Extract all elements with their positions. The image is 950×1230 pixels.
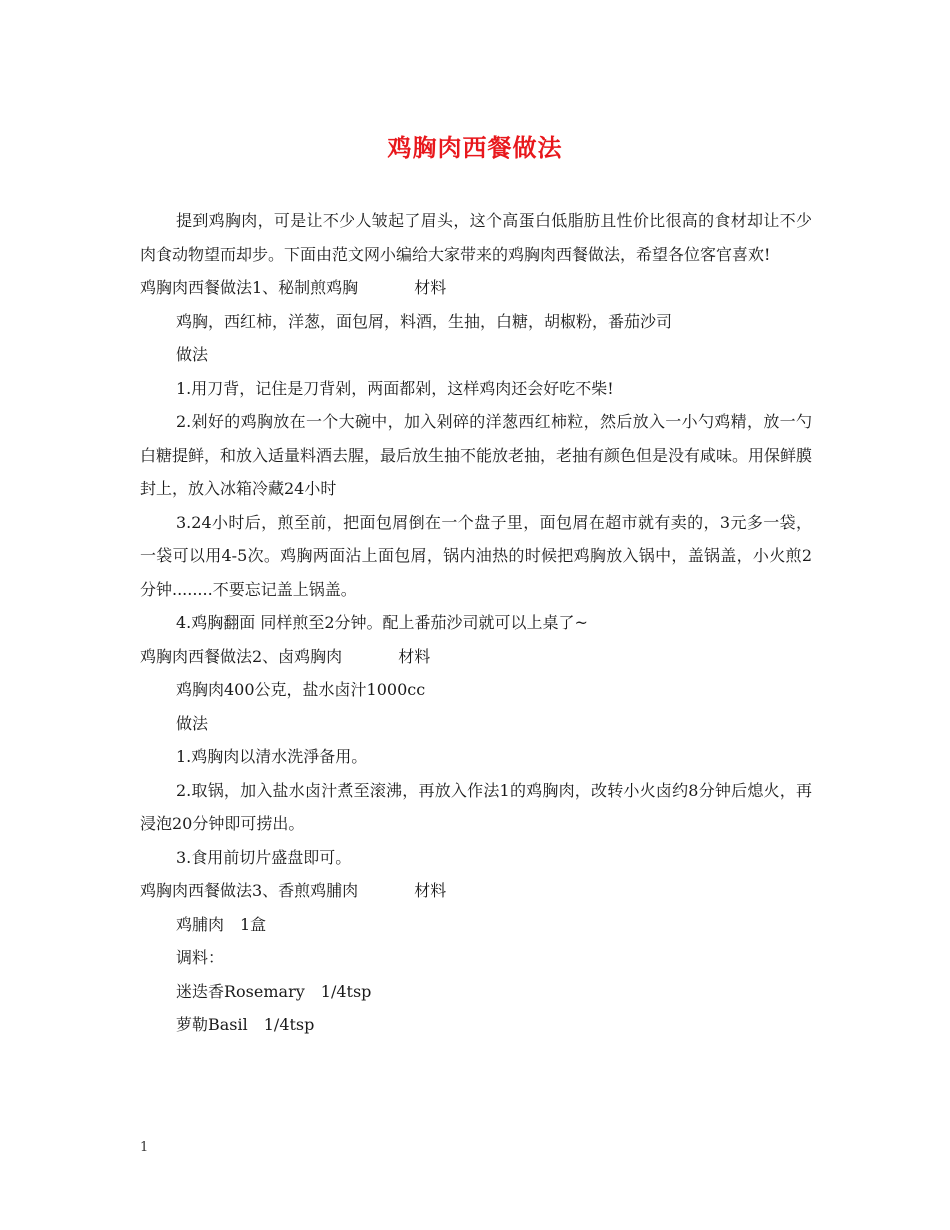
section-2-heading: 鸡胸肉西餐做法2、卤鸡胸肉 <box>140 646 343 666</box>
section-1-heading: 鸡胸肉西餐做法1、秘制煎鸡胸 <box>140 278 359 297</box>
section-2-step-1: 1.鸡胸肉以清水洗淨备用。 <box>176 747 368 766</box>
section-2-step-3: 3.食用前切片盛盘即可。 <box>176 847 352 867</box>
section-1-heading-line <box>140 271 812 305</box>
section-2-step-2: 2.取锅，加入盐水卤汁煮至滚沸，再放入作法1的鸡胸肉，改转小火卤约8分钟后熄火，再浸泡20分钟即可捞出。 <box>140 780 812 833</box>
page-title: 鸡胸肉西餐做法 <box>387 133 563 162</box>
section-1-step-2: 2.剁好的鸡胸放在一个大碗中，加入剁碎的洋葱西红柿粒，然后放入一小勺鸡精，放一勺白糖提鲜，和放入适量料酒去腥，最后放生抽不能放老抽，老抽有颜色但是没有咸味。用保鲜膜封上，放入冰箱冷藏24小时 <box>140 412 813 498</box>
intro-paragraph: 提到鸡胸肉，可是让不少人皱起了眉头，这个高蛋白低脂肪且性价比很高的食材却让不少肉食动物望而却步。下面由范文网小编给大家带来的鸡胸肉西餐做法，希望各位客官喜欢! <box>140 211 812 264</box>
page-number: 1 <box>140 1140 149 1155</box>
section-2-method-label: 做法 <box>176 713 209 733</box>
section-1-step-3: 3.24小时后，煎至前，把面包屑倒在一个盘子里，面包屑在超市就有卖的，3元多一袋，一袋可以用4-5次。鸡胸两面沾上面包屑，锅内油热的时候把鸡胸放入锅中，盖锅盖，小火煎2分钟........不要忘记盖上锅盖。 <box>140 512 812 599</box>
section-1-method-label: 做法 <box>176 345 209 364</box>
section-3-seasoning-2: 萝勒Basil 1/4tsp <box>176 1015 315 1034</box>
section-1-step-1: 1.用刀背，记住是刀背剁，两面都剁，这样鸡肉还会好吃不柴! <box>176 378 614 398</box>
section-1-materials: 鸡胸，西红柿，洋葱，面包屑，料酒，生抽，白糖，胡椒粉，番茄沙司 <box>176 311 673 331</box>
section-3-seasoning-1: 迷迭香Rosemary 1/4tsp <box>176 981 372 1001</box>
section-3-materials: 鸡脯肉 1盒 <box>176 914 267 934</box>
section-3-heading: 鸡胸肉西餐做法3、香煎鸡脯肉 <box>140 881 359 900</box>
section-3-heading-line <box>140 874 812 908</box>
section-3-materials-label: 材料 <box>414 881 447 900</box>
document-body <box>140 204 812 1042</box>
section-3-seasoning-label: 调料： <box>176 948 225 967</box>
section-1-step-4: 4.鸡胸翻面 同样煎至2分钟。配上番茄沙司就可以上桌了~ <box>176 613 588 632</box>
section-2-heading-line <box>140 640 812 674</box>
section-2-materials: 鸡胸肉400公克，盐水卤汁1000cc <box>176 680 426 699</box>
section-1-materials-label: 材料 <box>414 278 447 297</box>
section-2-materials-label: 材料 <box>398 646 431 666</box>
